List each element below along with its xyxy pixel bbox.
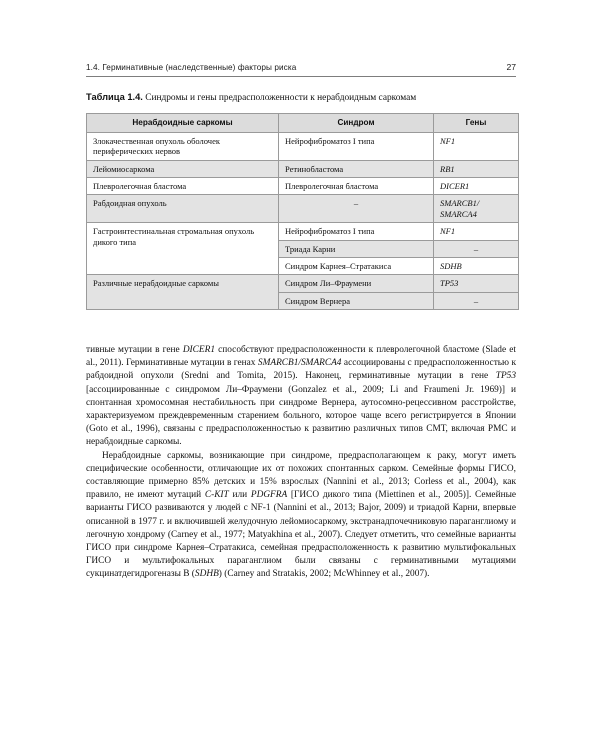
cell-syndrome: Триада Карни: [279, 240, 434, 257]
column-header-gene: Гены: [434, 114, 519, 133]
column-header-sarcoma: Нерабдоидные саркомы: [87, 114, 279, 133]
table-row: [87, 178, 519, 195]
para1-seg-d: [ассоциированные с синдромом Ли–Фраумени (Gonzalez et al., 2009; Li and Fraumeni Jr. 1969)] и спонтанная хромосомная нестабильность при синдроме Вернера, аутосомно-рецессивном расстройстве, характеризуемом преждевременным старением больного, которое чаще всего регистрируется в Японии (Goto et al., 1996), связаны с предрасположенностью к развитию различных типов СМТ, включая РМС и нерабдоидные саркомы.: [86, 384, 516, 448]
gene-name-tp53: TP53: [495, 371, 516, 382]
cell-syndrome: –: [279, 195, 434, 223]
cell-syndrome: Нейрофиброматоз I типа: [279, 133, 434, 161]
para1-seg-a: тивные мутации в гене: [86, 345, 183, 355]
paragraph-2: [86, 450, 516, 582]
gene-name-ckit: C-KIT: [204, 490, 229, 501]
running-head-title: 1.4. Герминативные (наследственные) факторы риска: [86, 63, 297, 72]
table-header-row: [87, 114, 519, 133]
cell-syndrome: Синдром Карнея–Стратакиса: [279, 257, 434, 274]
para2-seg-b: или: [228, 490, 251, 501]
table-row: [87, 160, 519, 177]
syndromes-genes-table: [86, 113, 519, 310]
column-header-syndrome: Синдром: [279, 114, 434, 133]
cell-sarcoma: Злокачественная опухоль оболочек периферических нервов: [87, 133, 279, 161]
cell-sarcoma: Гастроинтестинальная стромальная опухоль дикого типа: [87, 223, 279, 275]
cell-syndrome: Синдром Вернера: [279, 292, 434, 309]
para2-seg-a: Нерабдоидные саркомы, возникающие при синдроме, предрасполагающем к раку, могут иметь специфические особенности, отличающие их от похожих спонтанных сарком. Семейные формы ГИСО, составляющие примерно 85% детских и 15% взрослых (Nannini et al., 2013; Corless et al., 2004), как правило, не имеют мутаций: [86, 450, 516, 501]
table-row: [87, 275, 519, 292]
table-caption-text: Синдромы и гены предрасположенности к нерабдоидным саркомам: [142, 93, 417, 103]
cell-sarcoma: Рабдоидная опухоль: [87, 195, 279, 223]
para2-seg-d: ) (Carney and Stratakis, 2002; McWhinney et al., 2007).: [218, 569, 430, 580]
para1-seg-c: ассоциированы с предрасположенностью к рабдоидной опухоли (Sredni and Tomita, 2015). Наконец, герминативные мутации в гене: [86, 358, 516, 382]
cell-gene: SMARCB1/ SMARCA4: [434, 195, 519, 223]
cell-sarcoma: Различные нерабдоидные саркомы: [87, 275, 279, 310]
cell-gene: RB1: [434, 160, 519, 177]
table-row: [87, 195, 519, 223]
cell-syndrome: Ретинобластома: [279, 160, 434, 177]
cell-syndrome: Синдром Ли–Фраумени: [279, 275, 434, 292]
gene-name-smarcb1-smarca4: SMARCB1/SMARCA4: [257, 358, 342, 369]
table-caption: [86, 92, 518, 105]
cell-syndrome: Плевролегочная бластома: [279, 178, 434, 195]
para1-seg-b: способствуют предрасположенности к плевролегочной бластоме (Slade et al., 2011). Герминативные мутации в генах: [86, 345, 516, 369]
page-number: 27: [506, 62, 516, 72]
table-caption-label: Таблица 1.4.: [86, 92, 143, 102]
paragraph-1: [86, 344, 516, 450]
cell-sarcoma: Лейомиосаркома: [87, 160, 279, 177]
cell-sarcoma: Плевролегочная бластома: [87, 178, 279, 195]
cell-syndrome: Нейрофиброматоз I типа: [279, 223, 434, 240]
body-text: [86, 344, 516, 582]
gene-name-pdgfra: PDGFRA: [250, 490, 288, 501]
cell-gene: DICER1: [434, 178, 519, 195]
running-head: [86, 62, 516, 77]
table-row: [87, 223, 519, 240]
table-row: [87, 133, 519, 161]
cell-gene: SDHB: [434, 257, 519, 274]
cell-gene: –: [434, 240, 519, 257]
cell-gene: NF1: [434, 223, 519, 240]
cell-gene: –: [434, 292, 519, 309]
gene-name-dicer1: DICER1: [182, 345, 215, 355]
gene-name-sdhb: SDHB: [194, 569, 219, 580]
cell-gene: NF1: [434, 133, 519, 161]
para2-seg-c: [ГИСО дикого типа (Miettinen et al., 2005)]. Семейные варианты ГИСО развиваются у людей с NF-1 (Nannini et al., 2013; Bajor, 2009) и триадой Карни, впервые описанной в 1977 г. и включившей желудочную лейомиосаркому, экстранадпочечниковую параганглиому и легочную хондрому (Carney et al., 1977; Matyakhina et al., 2007). Следует отметить, что семейные варианты ГИСО при синдроме Карнея–Стратакиса, семейная предрасположенность к развитию мультифокальных ГИСО и мультифокальных параганглиом были связаны с герминативными мутациями сукцинатдегидрогеназы B (: [86, 490, 516, 580]
cell-gene: TP53: [434, 275, 519, 292]
